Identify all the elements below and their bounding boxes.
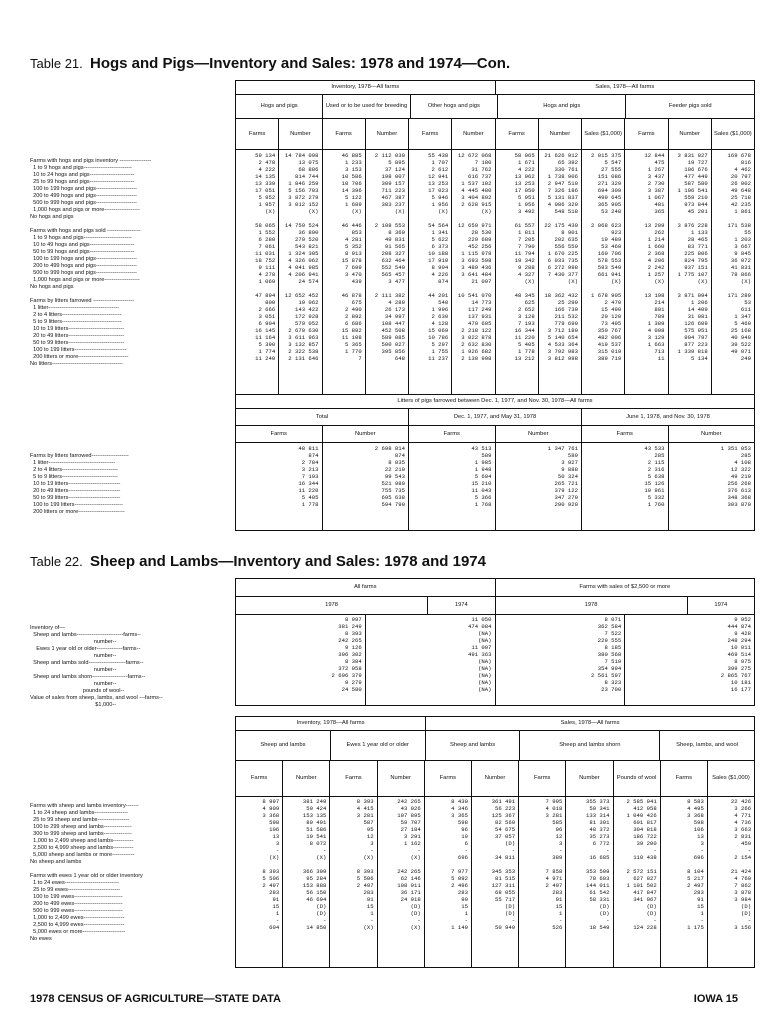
column-header: Number [283, 761, 330, 796]
column-header: Farms [236, 426, 323, 442]
data-column: 8 997 4 909 3 368 598 106 13 3 - (X) 8 393 5 506 2 497 283 91 15 1 - 604 [236, 796, 283, 967]
hdr: Farms with sales of $2,500 or more [579, 584, 671, 591]
data-column: 2 585 941 412 958 1 040 426 601 817 304 818 186 722 39 200 - 110 438 2 572 151 627 027 1 101 502 417 847 341 067 (D) (D) - 124 228 [614, 796, 661, 967]
column-header: Farms [409, 426, 496, 442]
table21-body [235, 150, 755, 395]
column-header: Sales ($1,000) [714, 130, 752, 137]
data-column: 8 583 4 495 3 368 598 106 13 3 - 696 8 104 5 217 2 497 283 91 15 1 - 1 175 [661, 796, 708, 967]
data-column: 2 112 030 5 895 37 124 198 007 309 157 711 223 467 387 383 237 (X) 2 108 553 8 360 49 831 91 565 208 327 632 464 552 549 565 457 3 477 2 111 382 4 289 26 173 34 997 108 447 452 508 589 085 500 027 395 856 648 [366, 150, 409, 394]
data-column: 1 351 053 285 4 108 12 322 49 219 256 268 376 613 348 368 303 870 [720, 445, 751, 508]
column-header: Pounds of wool [614, 761, 661, 796]
table22-body [235, 614, 755, 706]
table21-header [235, 80, 755, 150]
column-header: Farms [323, 119, 366, 149]
column-header: Number [279, 119, 322, 149]
table22-header [235, 578, 755, 614]
data-column: 11 050 474 084 (NA) (NA) 11 007 491 363 (NA) (NA) (NA) (NA) (NA) [366, 614, 496, 705]
data-column: 21 626 912 65 392 330 761 1 738 906 2 947 510 7 326 186 5 131 837 4 086 320 548 518 22 175 430 8 901 202 635 556 559 1 670 225 6 033 735 6 272 998 7 430 377 (X) 18 362 432 25 299 166 730 211 532 779 690 3 712 180 5 140 654 4 533 364 3 792 983 3 812 998 [539, 150, 582, 394]
column-header: Sales ($1,000) [582, 119, 625, 149]
data-column: 8 997 381 249 8 393 242 265 9 126 396 302 8 384 372 058 2 696 379 9 279 24 580 [236, 614, 366, 705]
column-header: Sales ($1,000) [712, 775, 750, 782]
column-header: Farms [330, 761, 377, 796]
hdr: Sheep and lambs [426, 731, 521, 760]
data-column: 43 533 285 2 115 2 316 5 638 15 126 10 961 5 332 1 760 [582, 443, 669, 530]
column-header: Number [378, 761, 425, 796]
hdr: Other hogs and pigs [411, 95, 498, 118]
table22b-header [235, 716, 755, 796]
data-column: 48 811 874 2 784 3 213 7 193 16 344 11 220 5 405 1 778 [236, 443, 323, 530]
litters-header [235, 395, 755, 443]
hdr: 1978 [496, 597, 688, 614]
data-column: 8 430 4 346 3 365 598 96 19 6 - 696 7 977 5 092 2 496 283 90 15 1 - 1 149 [425, 796, 472, 967]
litters-body [235, 443, 755, 531]
hdr: Total [236, 409, 409, 425]
column-header: Farms [582, 426, 669, 442]
hdr: June 1, 1978, and Nov. 30, 1978 [626, 413, 710, 420]
column-header: Farms [425, 761, 472, 796]
hdr: 1978 [236, 597, 428, 614]
data-column: 361 491 56 223 125 367 82 569 54 675 37 057 (D) - 34 811 345 353 81 515 127 311 68 055 55 717 (D) (D) - 50 949 [472, 796, 519, 967]
data-column: 2 698 814 874 8 035 22 210 99 543 521 989 755 735 695 638 594 790 [323, 443, 410, 530]
hdr: 1974 [428, 597, 495, 614]
column-header: Farms [236, 119, 279, 149]
data-column: 1 347 761 589 3 927 9 888 50 324 265 721 379 122 347 270 290 920 [496, 443, 583, 530]
table22-row-labels: Inventory of— Sheep and lambs-------------------------farms-- number-- Ewes 1 year old or older--------------farms-- number-- Sheep and lambs sold--------------------farms-- number-- Sheep and lambs shorn-------------------farms-- number-- pounds of wool-- Value of sales from sheep, lambs, and wool ---farms-- $1,000-- [30, 625, 163, 708]
hdr: Hogs and pigs [236, 95, 323, 118]
column-header: Number [539, 119, 582, 149]
column-header: Number [669, 119, 712, 149]
hdr: 1974 [714, 602, 728, 609]
hdr: Sheep and lambs shorn [520, 731, 660, 760]
hdr: All farms [236, 579, 496, 596]
column-header: Farms [661, 761, 708, 796]
data-column: 8 071 362 584 7 522 229 555 8 185 380 568 7 519 354 994 2 561 597 8 323 23 700 [496, 614, 626, 705]
hdr: Sales, 1978—All farms [595, 84, 655, 91]
data-column: 12 844 475 1 267 3 437 2 730 3 387 1 067 481 365 13 209 262 1 214 1 660 2 368 4 206 2 242 1 257 (X) 13 198 214 801 789 1 389 4 008 3 129 1 663 713 11 [625, 150, 668, 394]
hdr: Feeder pigs sold [668, 103, 712, 110]
footer-left: 1978 CENSUS OF AGRICULTURE—STATE DATA [30, 993, 281, 1005]
hdr: Inventory, 1978—All farms [236, 717, 426, 730]
data-column: 14 784 098 13 075 68 886 814 744 1 846 259 5 156 703 3 872 279 3 012 152 (X) 14 759 524 36 890 279 520 543 821 1 324 305 4 326 062 4 041 985 4 206 941 24 574 12 652 452 19 062 143 422 172 928 579 052 2 670 630 3 611 963 3 132 857 2 322 538 2 131 646 [279, 150, 322, 394]
column-header: Number [566, 761, 613, 796]
data-column: 43 513 589 1 985 1 948 5 604 15 210 11 043 5 366 1 768 [409, 443, 496, 530]
table22-title [30, 553, 486, 570]
data-column: 46 885 1 233 3 153 10 586 10 706 14 396 5 122 1 689 (X) 46 446 853 4 281 5 352 8 913 15 878 7 699 3 470 439 46 878 675 2 490 2 892 6 686 15 892 11 108 5 365 1 770 7 [323, 150, 366, 394]
data-column: 59 134 2 478 4 222 14 135 13 339 17 051 5 952 1 957 (X) 58 065 1 552 6 280 7 061 11 031 18 752 9 111 4 278 1 069 47 894 800 2 666 3 051 6 904 16 145 11 164 5 390 1 774 11 240 [236, 150, 279, 394]
data-column: 355 373 50 341 133 314 81 301 48 372 35 273 6 772 - 16 685 353 509 78 603 144 011 61 542 58 331 (D) (D) - 18 549 [566, 796, 613, 967]
data-column: 381 249 59 424 153 135 89 491 51 586 19 541 8 072 - (X) 366 399 95 284 153 888 56 150 46 694 (D) (D) - 14 850 [283, 796, 330, 967]
hdr: Litters of pigs farrowed between Dec. 1, 1977, and Nov. 30, 1978—All farms [397, 398, 593, 405]
data-column: 7 995 4 018 3 281 585 96 12 3 - 389 7 858 4 971 2 497 283 91 15 1 - 526 [519, 796, 566, 967]
hdr: Dec. 1, 1977, and May 31, 1978 [409, 409, 582, 425]
column-header: Number [496, 426, 583, 442]
table-number: Table 21. [30, 56, 83, 71]
page-number: IOWA 15 [693, 993, 738, 1005]
hdr: Sales, 1978—All farms [560, 720, 620, 727]
data-column: 22 426 3 266 4 771 4 736 3 663 2 831 459 - 2 154 21 424 4 760 7 862 3 878 3 984 (D) (D) - 3 156 [730, 798, 752, 931]
table22b-body [235, 796, 755, 968]
litters-row-labels: Farms by litters farrowed-------------------- 1 litter------------------------------------ 2 to 4 litters------------------------------ 5 to 9 litters------------------------------ 10 to 19 litters---------------------------- 20 to 49 litters---------------------------- 50 to 99 litters---------------------------- 100 to 199 litters-------------------------- 200 litters or more------------------------- [30, 453, 129, 515]
column-header: Number [700, 430, 722, 437]
data-column: 12 672 068 7 180 31 762 616 737 1 537 102 4 445 480 3 404 892 2 628 915 (X) 12 650 971 28 530 229 689 452 256 1 115 978 3 693 598 3 489 436 3 641 484 21 097 10 541 070 14 773 117 249 137 931 470 605 2 218 122 3 022 878 2 632 830 1 926 682 2 130 998 [452, 150, 495, 394]
data-column: 58 065 1 671 4 222 13 962 13 253 17 050 5 951 1 956 3 492 61 557 1 811 7 205 7 790 11 794 19 342 9 288 4 327 (X) 48 345 625 2 652 3 128 7 193 16 344 11 220 5 405 1 778 13 212 [496, 150, 539, 394]
hdr: Inventory, 1978—All farms [236, 81, 496, 94]
table-number: Table 22. [30, 554, 83, 569]
table-title: Hogs and Pigs—Inventory and Sales: 1978 and 1974—Con. [90, 55, 511, 72]
data-column: 242 265 43 026 107 895 59 707 27 184 3 291 1 162 - (X) 242 265 62 146 108 911 36 171 24 918 (D) (D) - (X) [378, 796, 425, 967]
table21-title [30, 55, 510, 72]
column-header: Number [366, 119, 409, 149]
column-header: Farms [625, 119, 668, 149]
table-title: Sheep and Lambs—Inventory and Sales: 1978 and 1974 [90, 553, 486, 570]
hdr: Sheep, lambs, and wool [676, 742, 739, 749]
data-column: 3 831 027 19 727 106 676 477 449 587 580 1 106 541 559 210 973 844 45 201 3 876 228 1 133 28 465 83 771 225 806 824 795 937 151 1 775 107 (X) 3 871 094 1 206 14 409 31 081 126 609 575 951 904 797 877 223 1 339 818 5 134 [669, 150, 712, 394]
column-header: Farms [519, 761, 566, 796]
data-column: 2 015 375 5 547 27 555 151 086 271 329 694 309 499 645 365 905 53 248 2 068 623 923 19 489 53 460 160 706 578 553 593 549 661 941 (X) 1 678 905 2 470 15 490 20 120 73 495 350 767 482 006 419 537 315 019 389 719 [582, 150, 625, 394]
column-header: Farms [409, 119, 452, 149]
column-header: Number [452, 119, 495, 149]
hdr: Ewes 1 year old or older [331, 731, 426, 760]
data-column: 9 952 444 874 9 428 248 294 10 011 469 514 8 975 399 275 2 865 767 10 181 16 177 [720, 616, 751, 693]
column-header: Number [472, 761, 519, 796]
column-header: Number [323, 426, 410, 442]
table22b-row-labels: Farms with sheep and lambs inventory------- 1 to 24 sheep and lambs------------------ 25 to 99 sheep and lambs----------------- 100 to 299 sheep and lambs--------------- 300 to 999 sheep and lambs--------------- 1,000 to 2,499 sheep and lambs----------- 2,500 to 4,999 sheep and lambs----------- 5,000 sheep and lambs or more------------ No sheep and lambs Farms with ewes 1 year old or older inventory 1 to 24 ewes----------------------------- 25 to 99 ewes---------------------------- 100 to 199 ewes-------------------------- 200 to 499 ewes-------------------------- 500 to 999 ewes-------------------------- 1,000 to 2,499 ewes---------------------- 2,500 to 4,999 ewes---------------------- 5,000 ewes or more----------------------- No ewes [30, 803, 143, 942]
column-header: Farms [236, 761, 283, 796]
data-column: 8 393 4 415 3 281 587 95 12 3 - (X) 8 393 5 506 2 497 283 91 15 1 - (X) [330, 796, 377, 967]
table21-row-labels: Farms with hogs and pigs inventory ----------------- 1 to 9 hogs and pigs-------------------------- 10 to 24 hogs and pigs------------------------ 25 to 99 hogs and pigs------------------------ 100 to 199 hogs and pigs---------------------- 200 to 499 hogs and pigs---------------------- 500 to 999 hogs and pigs---------------------- 1,000 hogs and pigs or more------------------- No hogs and pigs Farms with hogs and pigs sold ------------------ 1 to 9 hogs and pigs-------------------------- 10 to 49 hogs and pigs------------------------ 50 to 99 hogs and pigs------------------------ 100 to 199 hogs and pigs---------------------- 200 to 499 hogs and pigs---------------------- 500 to 999 hogs and pigs---------------------- 1,000 hogs and pigs or more------------------- No hogs and pigs Farms by litters farrowed ---------------------- 1 litter-------------------------------------- 2 to 4 litters-------------------------------- 5 to 9 litters-------------------------------- 10 to 19 litters------------------------------ 20 to 49 litters------------------------------ 50 to 99 litters------------------------------ 100 to 199 litters---------------------------- 200 litters or more--------------------------- No litters-------------------------------------- [30, 158, 152, 367]
data-column: 169 678 816 4 462 20 797 26 002 49 648 25 718 42 235 1 861 171 538 55 1 203 3 667 9 845 36 072 41 831 78 866 (X) 171 289 53 611 1 347 5 460 25 168 40 940 39 522 49 071 249 [727, 152, 751, 362]
column-header: Farms [496, 119, 539, 149]
hdr: Sheep and lambs [236, 731, 331, 760]
hdr: Hogs and pigs [498, 95, 627, 118]
hdr: Used or to be used for breeding [323, 95, 410, 118]
data-column: 55 438 1 707 2 612 12 941 13 253 17 023 5 946 1 956 (X) 54 564 1 341 5 622 6 373 10 188 17 910 8 904 4 226 874 44 201 540 1 996 2 630 4 128 15 069 10 786 5 297 1 755 11 237 [409, 150, 452, 394]
